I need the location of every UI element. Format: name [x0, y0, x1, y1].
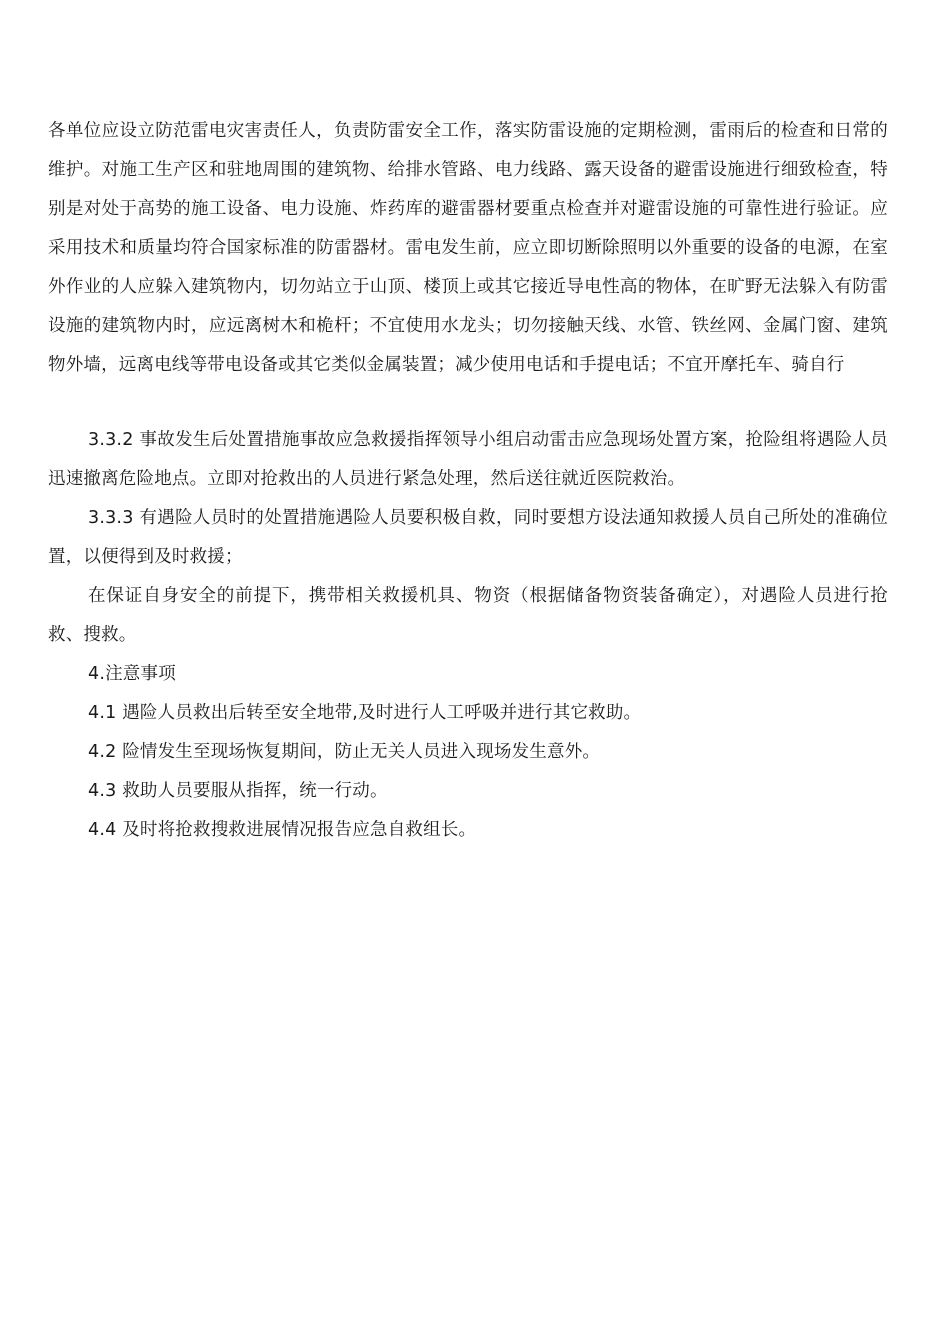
intro-paragraph: 各单位应设立防范雷电灾害责任人，负责防雷安全工作，落实防雷设施的定期检测，雷雨后的检查和日常的维护。对施工生产区和驻地周围的建筑物、给排水管路、电力线路、露天设备的避雷设施进行细致检查，特别是对处于高势的施工设备、电力设施、炸药库的避雷器材要重点检查并对避雷设施的可靠性进行验证。应采用技术和质量均符合国家标准的防雷器材。雷电发生前，应立即切断除照明以外重要的设备的电源，在室外作业的人应躲入建筑物内，切勿站立于山顶、楼顶上或其它接近导电性高的物体，在旷野无法躲入有防雷设施的建筑物内时，应远离树木和桅杆；不宜使用水龙头；切勿接触天线、水管、铁丝网、金属门窗、建筑物外墙，远离电线等带电设备或其它类似金属装置；减少使用电话和手提电话；不宜开摩托车、骑自行 — [48, 121, 888, 375]
section-4-heading: 4.注意事项 — [88, 664, 176, 684]
note-4-1: 4.1 遇险人员救出后转至安全地带,及时进行人工呼吸并进行其它救助。 — [88, 703, 642, 723]
note-4-3: 4.3 救助人员要服从指挥，统一行动。 — [88, 781, 388, 801]
rescue-paragraph: 在保证自身安全的前提下，携带相关救援机具、物资（根据储备物资装备确定），对遇险人员进行抢救、搜救。 — [48, 586, 888, 645]
document-page — [48, 112, 888, 850]
note-4-4: 4.4 及时将抢救搜救进展情况报告应急自救组长。 — [88, 820, 477, 840]
note-4-2: 4.2 险情发生至现场恢复期间，防止无关人员进入现场发生意外。 — [88, 742, 601, 762]
paragraph-spacer — [48, 385, 888, 421]
section-3-3-2-paragraph: 3.3.2 事故发生后处置措施事故应急救援指挥领导小组启动雷击应急现场处置方案，抢险组将遇险人员迅速撤离危险地点。立即对抢救出的人员进行紧急处理，然后送往就近医院救治。 — [48, 430, 888, 489]
section-3-3-3-paragraph: 3.3.3 有遇险人员时的处置措施遇险人员要积极自救，同时要想方设法通知救援人员自己所处的准确位置，以便得到及时救援； — [48, 508, 888, 567]
